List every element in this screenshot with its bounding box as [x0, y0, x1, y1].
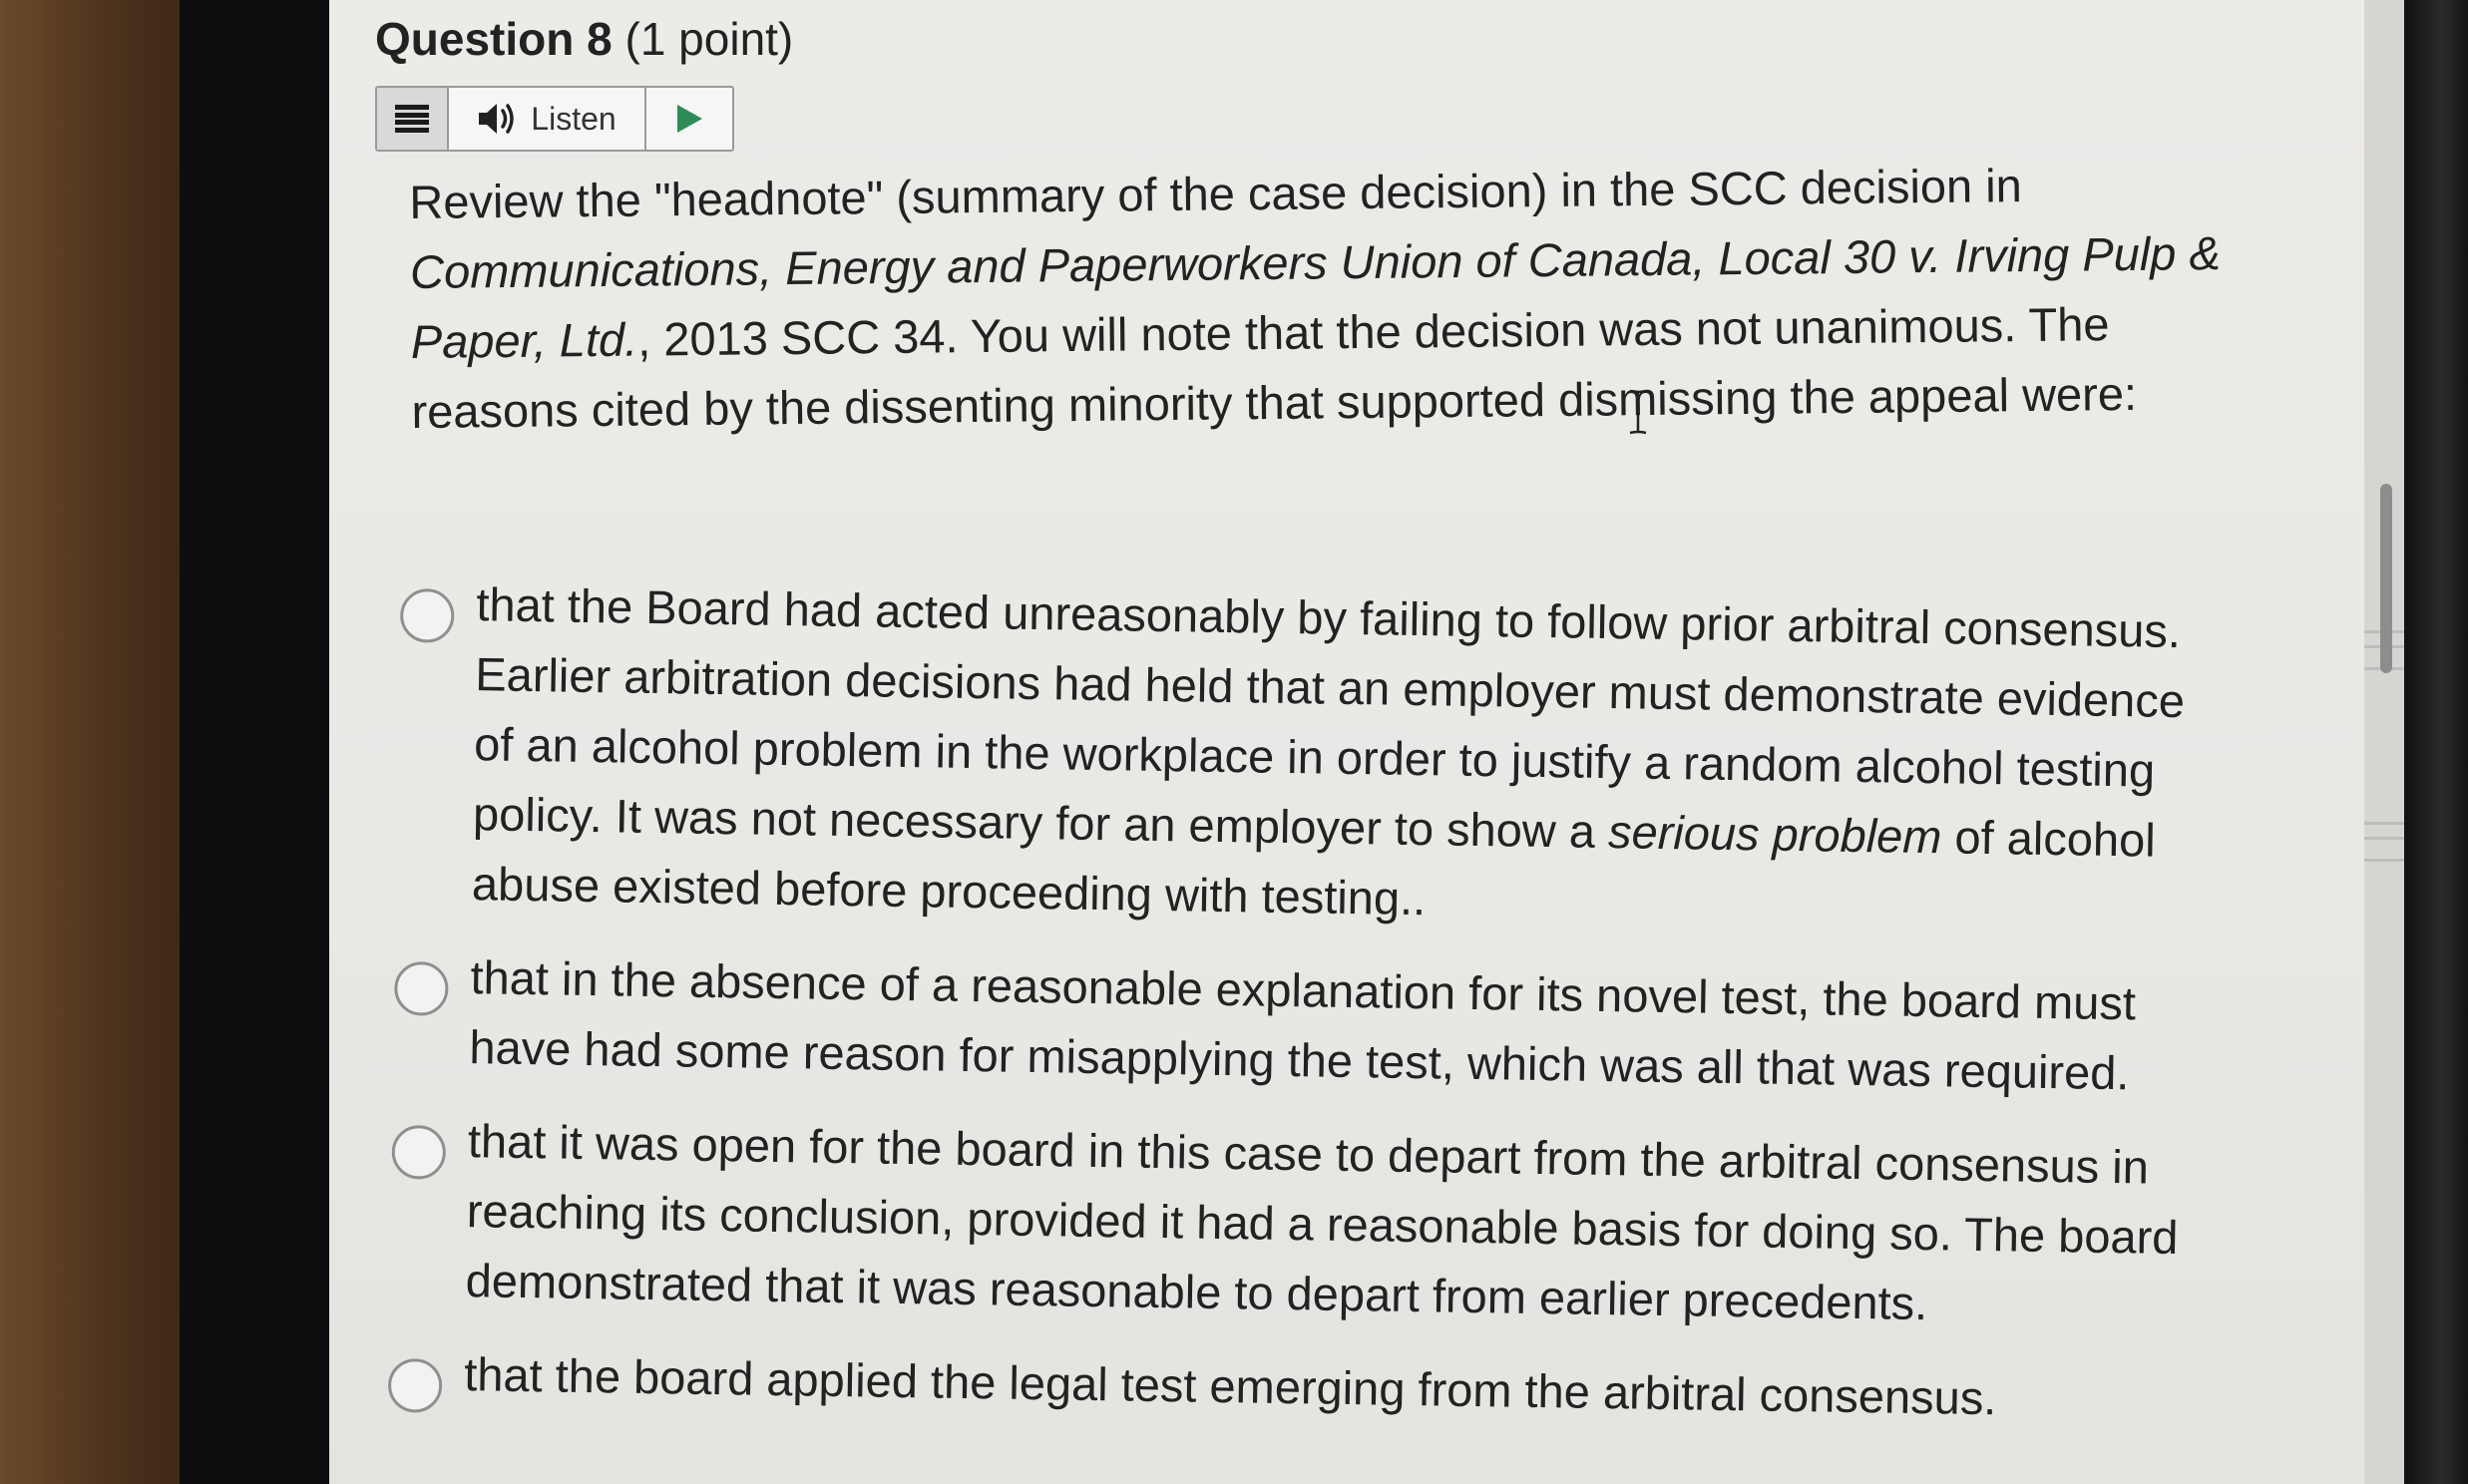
- read-aloud-toolbar: [375, 86, 734, 152]
- answer-text-1-before: that the Board had acted unreasonably by failing to follow prior arbitral consensus. Earlier arbitration decisions had held that an employer must demonstrate evidence of an alcohol problem in the workplace in order to justify a random alcohol testing policy. It was not necessary for an employer to show a: [472, 577, 2186, 859]
- answer-options: [387, 568, 2256, 1465]
- answer-radio-4[interactable]: [388, 1358, 443, 1413]
- monitor-edge: [2404, 0, 2468, 1484]
- play-icon: [674, 103, 704, 135]
- question-prompt: [409, 149, 2228, 447]
- listen-button[interactable]: [449, 88, 646, 150]
- answer-radio-1[interactable]: [400, 588, 455, 643]
- answer-text-1-emphasis: serious problem: [1607, 805, 1942, 864]
- answer-option-3[interactable]: [389, 1105, 2248, 1343]
- answer-text-1-after: of alcohol abuse existed before proceeding with testing..: [471, 810, 2157, 926]
- question-points: (1 point): [624, 13, 794, 65]
- answer-option-4[interactable]: [388, 1338, 2245, 1441]
- question-prompt-text: [409, 149, 2228, 447]
- prompt-part-1: Review the "headnote" (summary of the case decision) in the SCC decision in: [409, 159, 2023, 228]
- play-button[interactable]: [646, 88, 732, 150]
- prompt-part-3: , 2013 SCC 34. You will note that the decision was not unanimous. The reasons cited by the dissenting minority that supported dismissing the appeal were:: [411, 297, 2138, 438]
- answer-radio-3[interactable]: [391, 1125, 446, 1180]
- answer-radio-2[interactable]: [394, 961, 449, 1016]
- quiz-screen: [329, 0, 2364, 1484]
- toolbar-menu-button[interactable]: [377, 88, 449, 150]
- resize-grip-icon[interactable]: [2364, 822, 2404, 862]
- scrollbar-thumb[interactable]: [2380, 484, 2392, 673]
- answer-text-4: that the board applied the legal test emerging from the arbitral consensus.: [463, 1347, 1997, 1425]
- listen-label: Listen: [531, 100, 617, 137]
- hamburger-menu-icon: [395, 105, 429, 133]
- answer-text-1: [471, 569, 2232, 946]
- speaker-icon: [477, 101, 521, 137]
- case-name: Communications, Energy and Paperworkers Union of Canada, Local 30 v. Irving Pulp & Paper, Ltd.: [409, 225, 2222, 368]
- answer-text-2: that in the absence of a reasonable explanation for its novel test, the board must have had some reason for misapplying the test, which was all that was required.: [469, 950, 2137, 1100]
- question-number: Question 8: [375, 13, 613, 65]
- question-title: [375, 12, 793, 66]
- answer-option-1[interactable]: [396, 568, 2257, 946]
- answer-text-3: that it was open for the board in this case to depart from the arbitral consensus in reaching its conclusion, provided it had a reasonable basis for doing so. The board demonstrated that it was reasonable to depart from earlier precedents.: [465, 1114, 2179, 1330]
- answer-option-2[interactable]: [393, 941, 2251, 1110]
- text-cursor-icon: [1626, 389, 1650, 435]
- scroll-gutter: [2364, 0, 2404, 1484]
